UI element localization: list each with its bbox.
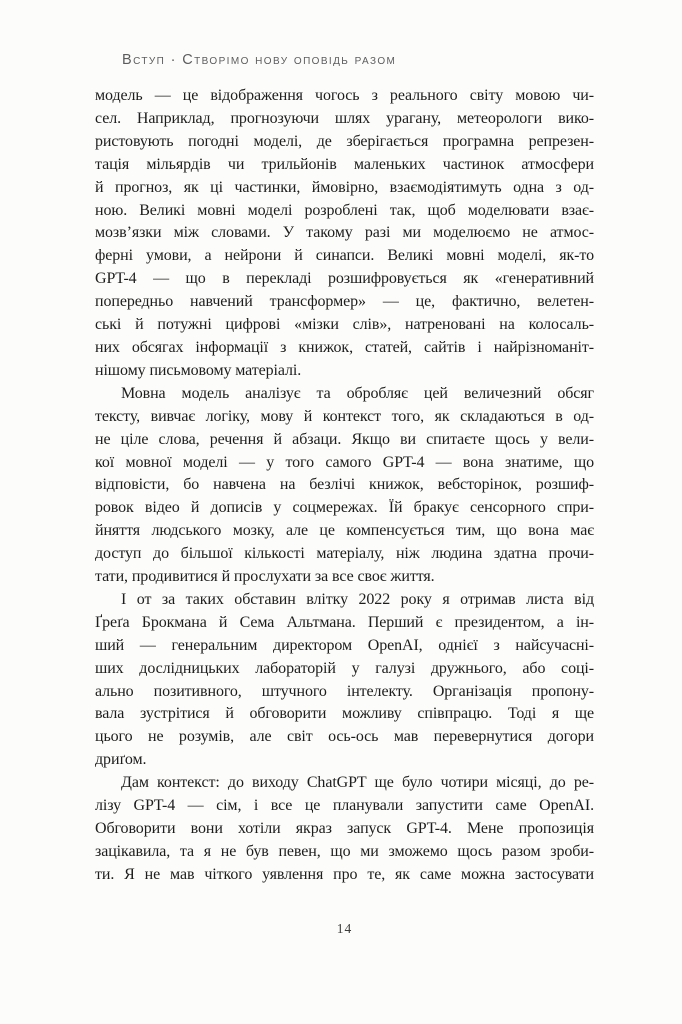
text-line: ровок відео й дописів у соцмережах. Їй бракує сенсорного спри- (95, 499, 594, 517)
text-line: попередньо навчений трансформер» — це, фактично, велетен- (95, 293, 594, 311)
text-line: нішому письмовому матеріалі. (95, 361, 302, 379)
text-line: тація мільярдів чи трильйонів маленьких частинок атмосфери (95, 155, 594, 173)
text-block (95, 85, 594, 887)
text-line: ські й потужні цифрові «мізки слів», натреновані на колосаль- (95, 316, 594, 334)
text-line: Мовна модель аналізує та обробляє цей величезний обсяг (121, 384, 594, 402)
text-line: ший — генеральним директором OpenAI, однієї з найсучасні- (95, 636, 594, 654)
paragraph (95, 589, 594, 772)
text-line: йняття людського мозку, але це компенсується тим, що вона має (95, 522, 594, 540)
text-line: вала зустрітися й обговорити можливу співпрацю. Тоді я ще (95, 705, 594, 723)
text-line: доступ до більшої кількості матеріалу, ніж людина здатна прочи- (95, 545, 594, 563)
text-line: й прогноз, як ці частинки, ймовірно, взаємодіятимуть одна з од- (95, 178, 594, 196)
text-line: тати, продивитися й прослухати за все своє життя. (95, 568, 435, 586)
text-line: ших дослідницьких лабораторій у галузі дружнього, або соці- (95, 659, 594, 677)
text-line: тексту, вивчає логіку, мову й контекст того, як складаються в од- (95, 407, 594, 425)
text-line: відповісти, бо навчена на безлічі книжок, вебсторінок, розшиф- (95, 476, 594, 494)
paragraph (95, 772, 594, 887)
text-line: не ціле слова, речення й абзаци. Якщо ви спитаєте щось у вели- (95, 430, 594, 448)
text-line: Обговорити вони хотіли якраз запуск GPT-4. Мене пропозиція (95, 820, 594, 837)
paragraph (95, 85, 594, 383)
text-line: ти. Я не мав чіткого уявлення про те, як саме можна застосувати (95, 865, 594, 883)
text-line: ною. Великі мовні моделі розроблені так, щоб моделювати взає- (95, 201, 594, 219)
text-line: кої мовної моделі — у того самого GPT-4 — вона знатиме, що (95, 453, 594, 471)
text-line: них обсягах інформації з книжок, статей, сайтів і найрізноманіт- (95, 338, 594, 356)
text-line: лізу GPT-4 — сім, і все це планували запустити саме OpenAI. (95, 797, 594, 815)
text-line: цього не розумів, але світ ось-ось мав перевернутися догори (95, 728, 594, 746)
text-line: зацікавила, та я не був певен, що ми зможемо щось разом зроби- (95, 842, 594, 860)
text-line: ально позитивного, штучного інтелекту. Організація пропону- (95, 682, 594, 700)
text-line: модель — це відображення чогось з реального світу мовою чи- (95, 87, 594, 104)
text-line: Ґреґа Брокмана й Сема Альтмана. Перший є президентом, а ін- (95, 613, 594, 631)
running-header: Вступ · Створімо нову оповідь разом (122, 52, 397, 68)
text-line: І от за таких обставин влітку 2022 року я отримав листа від (121, 590, 594, 608)
text-line: GPT-4 — що в перекладі розшифровується як «генеративний (95, 270, 594, 288)
text-line: ферні умови, а нейрони й синапси. Великі мовні моделі, як-то (95, 247, 594, 265)
paragraph (95, 383, 594, 589)
text-line: дриґом. (95, 751, 147, 769)
text-line: ристовують погодні моделі, де зберігається програмна репрезен- (95, 132, 594, 150)
text-line: Дам контекст: до виходу ChatGPT ще було чотири місяці, до ре- (121, 774, 594, 792)
text-line: мозв’язки між словами. У такому разі ми моделюємо не атмос- (95, 224, 594, 242)
page-number: 14 (336, 921, 353, 936)
text-line: сел. Наприклад, прогнозуючи шлях урагану, метеорологи вико- (95, 109, 594, 127)
